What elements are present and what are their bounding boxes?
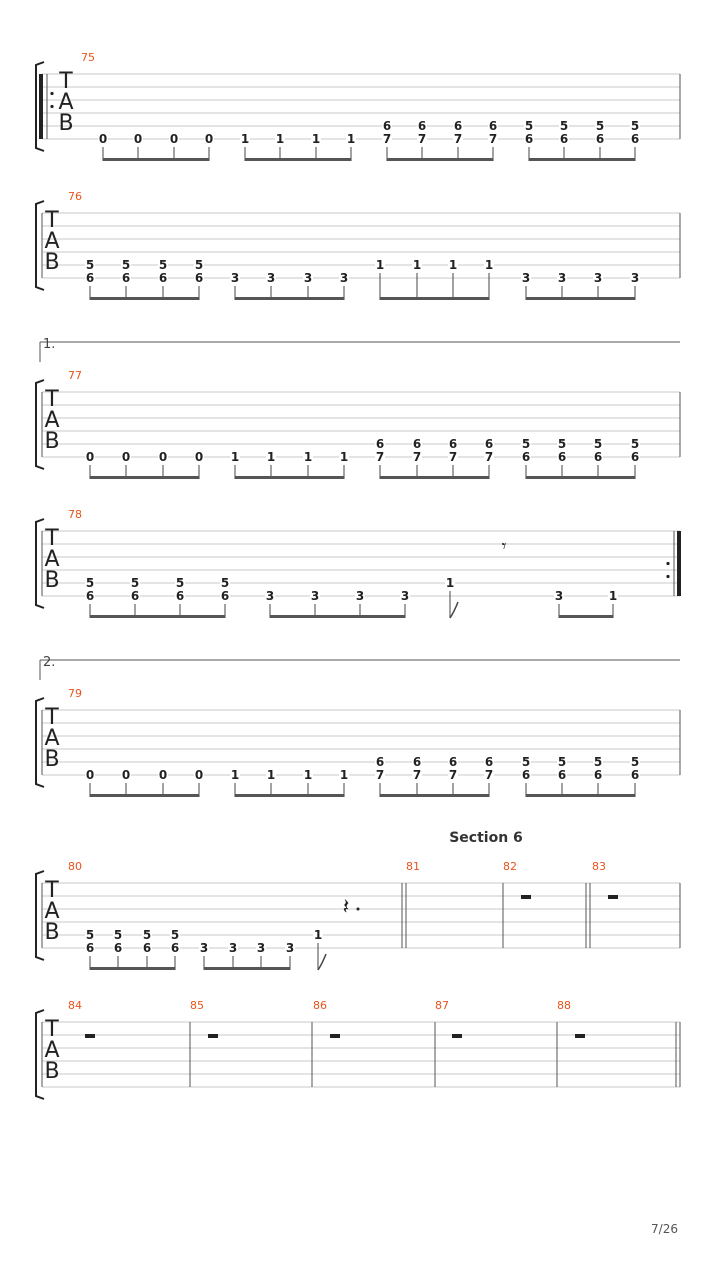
fret-number: 1 [375, 258, 385, 272]
tab-note [240, 132, 250, 161]
fret-number: 3 [230, 271, 240, 285]
tab-note [85, 258, 95, 300]
tab-note [228, 941, 238, 970]
measure-number: 79 [68, 687, 82, 700]
repeat-dot [50, 92, 53, 95]
tab-note [484, 258, 494, 300]
fret-number: 3 [285, 941, 295, 955]
tab-note [375, 258, 385, 300]
fret-number: 6 [521, 768, 531, 782]
tab-note [630, 755, 640, 797]
fret-number: 5 [521, 755, 531, 769]
system-bracket [36, 201, 44, 290]
fret-number: 1 [448, 258, 458, 272]
repeat-dot [50, 105, 53, 108]
tab-note [346, 132, 356, 161]
page-number: 7/26 [651, 1222, 678, 1236]
beam [380, 297, 489, 300]
fret-number: 6 [484, 437, 494, 451]
tab-note [559, 119, 569, 161]
fret-number: 7 [484, 768, 494, 782]
measure-number: 78 [68, 508, 82, 521]
tab-note [339, 768, 349, 797]
fret-number: 6 [557, 450, 567, 464]
tab-clef-letter: B [44, 920, 60, 945]
system-bracket [36, 698, 44, 787]
fret-number: 5 [85, 928, 95, 942]
fret-number: 5 [521, 437, 531, 451]
tab-note [170, 928, 180, 970]
tab-clef-letter: A [44, 1038, 60, 1063]
beam [380, 476, 489, 479]
fret-number: 6 [412, 755, 422, 769]
system-bracket [36, 871, 44, 960]
fret-number: 5 [557, 755, 567, 769]
measure-number: 75 [81, 51, 95, 64]
tab-clef-letter: B [44, 568, 60, 593]
tab-note [608, 589, 618, 618]
system-bracket [36, 380, 44, 469]
measure-number: 82 [503, 860, 517, 873]
tab-system [36, 51, 680, 161]
fret-number: 6 [121, 271, 131, 285]
fret-number: 7 [453, 132, 463, 146]
quarter-rest: 𝄽 [342, 895, 350, 921]
fret-number: 0 [121, 450, 131, 464]
fret-number: 5 [593, 437, 603, 451]
tab-note [303, 768, 313, 797]
fret-number: 5 [113, 928, 123, 942]
tab-note [400, 589, 410, 618]
fret-number: 1 [266, 450, 276, 464]
tab-clef-letter: A [44, 229, 60, 254]
tab-note [256, 941, 266, 970]
fret-number: 5 [158, 258, 168, 272]
tab-system [36, 337, 680, 479]
fret-number: 3 [199, 941, 209, 955]
fret-number: 7 [484, 450, 494, 464]
beam [235, 476, 344, 479]
fret-number: 5 [595, 119, 605, 133]
fret-number: 1 [303, 768, 313, 782]
tab-note [313, 928, 326, 970]
beam [90, 794, 199, 797]
fret-number: 6 [417, 119, 427, 133]
fret-number: 5 [194, 258, 204, 272]
fret-number: 7 [448, 450, 458, 464]
fret-number: 6 [382, 119, 392, 133]
tab-note [199, 941, 209, 970]
fret-number: 5 [630, 119, 640, 133]
measure-number: 80 [68, 860, 82, 873]
fret-number: 6 [130, 589, 140, 603]
half-rest [208, 1034, 218, 1038]
fret-number: 3 [355, 589, 365, 603]
fret-number: 6 [453, 119, 463, 133]
tab-note [521, 437, 531, 479]
fret-number: 0 [194, 450, 204, 464]
fret-number: 6 [593, 768, 603, 782]
tab-clef-letter: T [45, 705, 59, 730]
fret-number: 7 [375, 450, 385, 464]
tab-note [375, 755, 385, 797]
beam [90, 615, 225, 618]
tab-note [303, 271, 313, 300]
fret-number: 3 [554, 589, 564, 603]
tab-clef-letter: A [44, 899, 60, 924]
fret-number: 6 [488, 119, 498, 133]
tab-clef-letter: B [44, 747, 60, 772]
tab-system [36, 190, 680, 300]
fret-number: 6 [557, 768, 567, 782]
tab-note [630, 437, 640, 479]
tab-note [230, 768, 240, 797]
fret-number: 3 [630, 271, 640, 285]
fret-number: 5 [557, 437, 567, 451]
tab-note [194, 768, 204, 797]
tab-note [339, 450, 349, 479]
tab-note [158, 258, 168, 300]
fret-number: 3 [521, 271, 531, 285]
tab-note [488, 119, 498, 161]
beam [526, 794, 635, 797]
tab-note [593, 271, 603, 300]
tab-note [85, 450, 95, 479]
fret-number: 3 [593, 271, 603, 285]
tab-clef-letter: A [58, 90, 74, 115]
measure-number: 87 [435, 999, 449, 1012]
fret-number: 7 [412, 450, 422, 464]
repeat-dot [666, 575, 669, 578]
measure-number: 83 [592, 860, 606, 873]
fret-number: 5 [630, 437, 640, 451]
measure-number: 81 [406, 860, 420, 873]
tab-note [412, 258, 422, 300]
tab-note [417, 119, 427, 161]
beam [529, 158, 635, 161]
fret-number: 7 [417, 132, 427, 146]
fret-number: 0 [169, 132, 179, 146]
fret-number: 1 [230, 450, 240, 464]
tab-note [557, 271, 567, 300]
fret-number: 6 [630, 450, 640, 464]
tab-clef-letter: A [44, 408, 60, 433]
tab-note [130, 576, 140, 618]
fret-number: 0 [158, 450, 168, 464]
tab-note [453, 119, 463, 161]
fret-number: 5 [85, 258, 95, 272]
barline-thick [677, 531, 681, 596]
fret-number: 3 [265, 589, 275, 603]
tab-note [266, 768, 276, 797]
tab-clef-letter: B [44, 429, 60, 454]
tab-clef-letter: T [45, 878, 59, 903]
tab-note [521, 755, 531, 797]
tab-clef-letter: A [44, 726, 60, 751]
tab-note [412, 755, 422, 797]
fret-number: 6 [158, 271, 168, 285]
tab-note [85, 576, 95, 618]
beam [245, 158, 351, 161]
tab-note [382, 119, 392, 161]
tab-clef-letter: B [58, 111, 74, 136]
tab-note [194, 258, 204, 300]
section-title: Section 6 [449, 830, 523, 846]
beam [235, 794, 344, 797]
fret-number: 3 [303, 271, 313, 285]
tab-note [303, 450, 313, 479]
fret-number: 7 [382, 132, 392, 146]
tab-clef-letter: B [44, 250, 60, 275]
fret-number: 3 [256, 941, 266, 955]
system-bracket [36, 1010, 44, 1099]
repeat-start-thick [39, 74, 43, 139]
fret-number: 0 [194, 768, 204, 782]
tab-note [412, 437, 422, 479]
fret-number: 0 [85, 768, 95, 782]
fret-number: 1 [311, 132, 321, 146]
fret-number: 5 [524, 119, 534, 133]
fret-number: 1 [484, 258, 494, 272]
tab-clef-letter: T [45, 208, 59, 233]
tab-note [121, 450, 131, 479]
tab-clef-letter: T [45, 526, 59, 551]
measure-number: 88 [557, 999, 571, 1012]
tab-note [85, 928, 95, 970]
tab-note [158, 768, 168, 797]
tab-clef-letter: B [44, 1059, 60, 1084]
fret-number: 6 [448, 755, 458, 769]
tab-note [133, 132, 143, 161]
fret-number: 1 [275, 132, 285, 146]
tab-note [85, 768, 95, 797]
fret-number: 6 [375, 755, 385, 769]
fret-number: 3 [400, 589, 410, 603]
fret-number: 0 [121, 768, 131, 782]
measure-number: 85 [190, 999, 204, 1012]
fret-number: 1 [445, 576, 455, 590]
tab-note [355, 589, 365, 618]
measure-number: 77 [68, 369, 82, 382]
note-flag [450, 602, 458, 618]
tab-note [593, 437, 603, 479]
tab-clef-letter: A [44, 547, 60, 572]
tab-note [98, 132, 108, 161]
tab-note [445, 576, 458, 618]
fret-number: 1 [346, 132, 356, 146]
fret-number: 1 [230, 768, 240, 782]
tab-clef-letter: T [45, 387, 59, 412]
fret-number: 1 [339, 450, 349, 464]
tab-note [285, 941, 295, 970]
tab-note [630, 119, 640, 161]
fret-number: 1 [339, 768, 349, 782]
beam [387, 158, 493, 161]
fret-number: 0 [133, 132, 143, 146]
measure-number: 84 [68, 999, 82, 1012]
tab-note [121, 768, 131, 797]
tab-note [375, 437, 385, 479]
fret-number: 6 [142, 941, 152, 955]
fret-number: 0 [204, 132, 214, 146]
tab-note [220, 576, 230, 618]
fret-number: 3 [310, 589, 320, 603]
system-bracket [36, 519, 44, 608]
beam [526, 476, 635, 479]
fret-number: 7 [412, 768, 422, 782]
tab-note [266, 450, 276, 479]
half-rest [521, 895, 531, 899]
fret-number: 6 [484, 755, 494, 769]
tab-note [448, 258, 458, 300]
beam [204, 967, 290, 970]
fret-number: 5 [121, 258, 131, 272]
tab-note [557, 437, 567, 479]
fret-number: 6 [630, 132, 640, 146]
tab-clef-letter: T [45, 1017, 59, 1042]
fret-number: 5 [85, 576, 95, 590]
fret-number: 0 [98, 132, 108, 146]
fret-number: 6 [448, 437, 458, 451]
tab-note [121, 258, 131, 300]
fret-number: 6 [630, 768, 640, 782]
fret-number: 0 [158, 768, 168, 782]
tab-system [36, 655, 680, 797]
fret-number: 1 [313, 928, 323, 942]
tab-note [142, 928, 152, 970]
tab-note [448, 755, 458, 797]
tab-note [448, 437, 458, 479]
fret-number: 6 [524, 132, 534, 146]
half-rest [608, 895, 618, 899]
beam [90, 967, 175, 970]
beam [270, 615, 405, 618]
tab-note [554, 589, 564, 618]
fret-number: 5 [175, 576, 185, 590]
tab-note [311, 132, 321, 161]
fret-number: 0 [85, 450, 95, 464]
fret-number: 6 [85, 941, 95, 955]
beam [90, 297, 199, 300]
volta-label: 2. [43, 655, 56, 670]
fret-number: 5 [130, 576, 140, 590]
fret-number: 3 [228, 941, 238, 955]
fret-number: 7 [375, 768, 385, 782]
fret-number: 7 [488, 132, 498, 146]
repeat-dot [666, 562, 669, 565]
fret-number: 6 [559, 132, 569, 146]
fret-number: 6 [375, 437, 385, 451]
fret-number: 6 [194, 271, 204, 285]
measure-number: 86 [313, 999, 327, 1012]
fret-number: 5 [220, 576, 230, 590]
note-flag [318, 954, 326, 970]
tab-note [266, 271, 276, 300]
tab-note [230, 450, 240, 479]
half-rest [330, 1034, 340, 1038]
fret-number: 3 [339, 271, 349, 285]
tab-note [557, 755, 567, 797]
beam [90, 476, 199, 479]
fret-number: 5 [559, 119, 569, 133]
fret-number: 6 [593, 450, 603, 464]
tab-note [204, 132, 214, 161]
fret-number: 1 [266, 768, 276, 782]
fret-number: 1 [412, 258, 422, 272]
fret-number: 5 [593, 755, 603, 769]
beam [103, 158, 209, 161]
tab-note [265, 589, 275, 618]
tab-note [275, 132, 285, 161]
fret-number: 7 [448, 768, 458, 782]
fret-number: 5 [142, 928, 152, 942]
tab-note [339, 271, 349, 300]
beam [559, 615, 613, 618]
fret-number: 3 [557, 271, 567, 285]
tab-system [36, 999, 680, 1099]
tab-note [169, 132, 179, 161]
fret-number: 5 [630, 755, 640, 769]
volta-label: 1. [43, 337, 56, 352]
fret-number: 6 [175, 589, 185, 603]
fret-number: 6 [412, 437, 422, 451]
tab-note [521, 271, 531, 300]
tab-note [175, 576, 185, 618]
half-rest [452, 1034, 462, 1038]
tab-note [484, 755, 494, 797]
fret-number: 3 [266, 271, 276, 285]
half-rest [575, 1034, 585, 1038]
fret-number: 6 [85, 271, 95, 285]
fret-number: 6 [170, 941, 180, 955]
tab-note [593, 755, 603, 797]
beam [526, 297, 635, 300]
fret-number: 6 [521, 450, 531, 464]
tab-note [484, 437, 494, 479]
tab-clef-letter: T [59, 69, 73, 94]
beam [380, 794, 489, 797]
eighth-rest: 𝄾 [501, 535, 507, 557]
fret-number: 1 [608, 589, 618, 603]
beam [235, 297, 344, 300]
tab-note [230, 271, 240, 300]
rest-dot [357, 908, 360, 911]
fret-number: 6 [85, 589, 95, 603]
tab-note [524, 119, 534, 161]
tab-note [595, 119, 605, 161]
tab-note [113, 928, 123, 970]
fret-number: 1 [303, 450, 313, 464]
fret-number: 6 [595, 132, 605, 146]
tab-note [630, 271, 640, 300]
fret-number: 6 [220, 589, 230, 603]
fret-number: 5 [170, 928, 180, 942]
half-rest [85, 1034, 95, 1038]
tab-note [194, 450, 204, 479]
measure-number: 76 [68, 190, 82, 203]
tab-system [36, 860, 680, 970]
tab-note [310, 589, 320, 618]
tab-system [36, 508, 681, 618]
tab-note [158, 450, 168, 479]
fret-number: 1 [240, 132, 250, 146]
fret-number: 6 [113, 941, 123, 955]
